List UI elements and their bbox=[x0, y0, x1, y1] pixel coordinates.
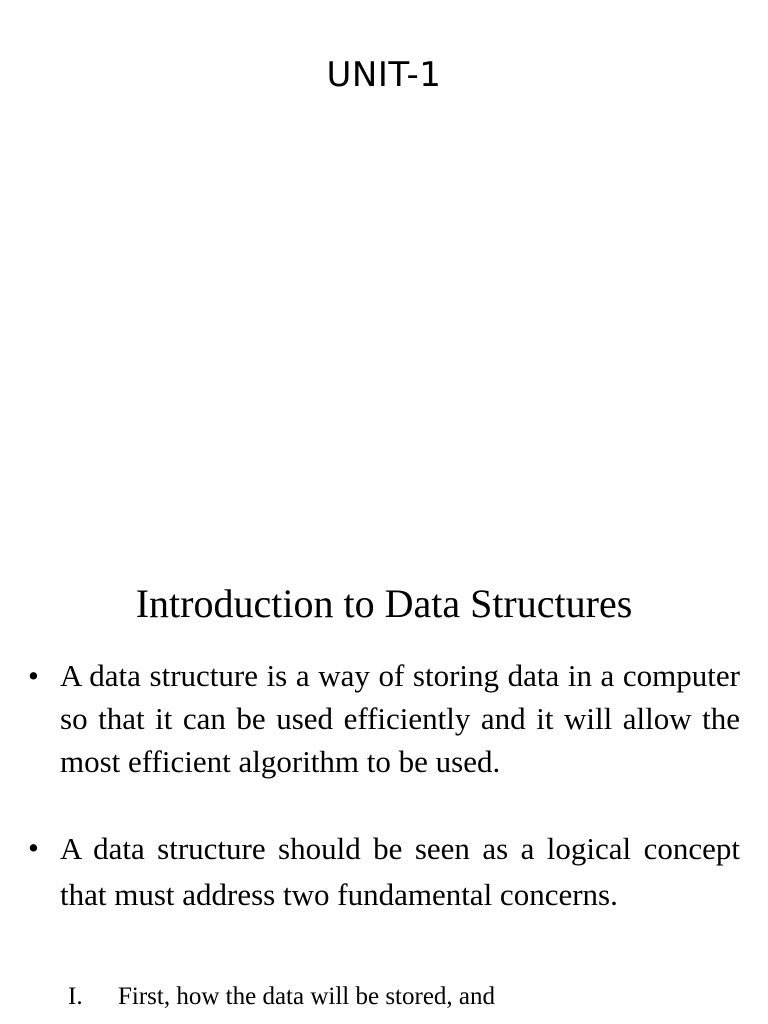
bullet-text: A data structure should be seen as a logical concept that must address two fundamental concerns. bbox=[60, 831, 740, 912]
unit-title: UNIT-1 bbox=[326, 55, 442, 95]
bullet-item bbox=[28, 826, 740, 918]
bullet-icon: • bbox=[28, 830, 39, 865]
numbered-item bbox=[68, 980, 748, 1014]
numbered-text: First, how the data will be stored, and bbox=[118, 983, 496, 1010]
bullet-icon: • bbox=[28, 658, 39, 693]
content-slide bbox=[0, 560, 768, 1024]
numbered-marker: I. bbox=[68, 983, 83, 1010]
section-heading: Introduction to Data Structures bbox=[135, 581, 633, 626]
bullet-item bbox=[28, 654, 740, 783]
bullet-text: A data structure is a way of storing data in a computer so that it can be used efficiently and it will allow the most efficient algorithm to be used. bbox=[60, 658, 740, 779]
